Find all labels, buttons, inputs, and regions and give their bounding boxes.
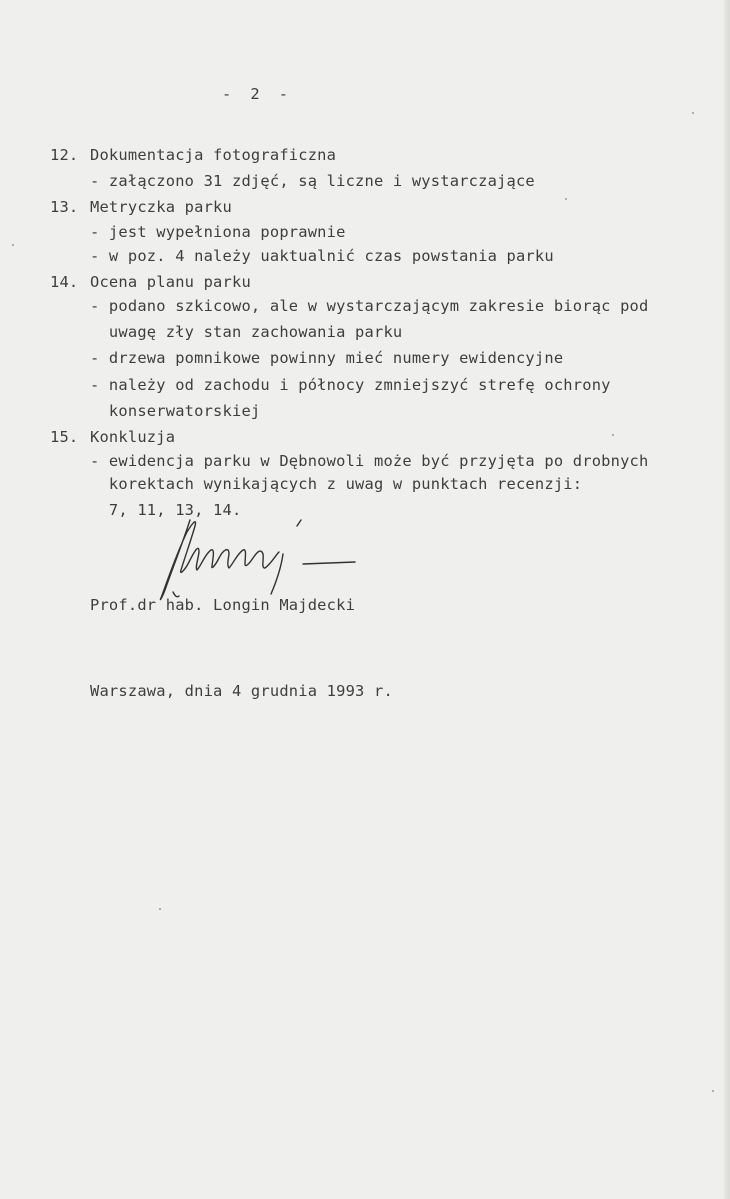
paper-speck [692, 112, 694, 114]
section-number: 13. [50, 198, 79, 216]
section-number: 15. [50, 428, 79, 446]
section-item: - podano szkicowo, ale w wystarczającym zakresie biorąc pod [90, 297, 649, 315]
section-title: Dokumentacja fotograficzna [90, 146, 337, 164]
paper-speck [12, 244, 14, 246]
section-item: - należy od zachodu i północy zmniejszyć strefę ochrony [90, 376, 611, 394]
paper-speck [159, 908, 161, 910]
signatory-name: Prof.dr hab. Longin Majdecki [90, 596, 356, 614]
paper-speck [565, 198, 567, 200]
section-item: uwagę zły stan zachowania parku [90, 323, 403, 341]
section-item: - załączono 31 zdjęć, są liczne i wystarczające [90, 172, 535, 190]
section-item: - drzewa pomnikowe powinny mieć numery ewidencyjne [90, 349, 564, 367]
section-item: 7, 11, 13, 14. [90, 501, 242, 519]
paper-speck [712, 1090, 714, 1092]
section-title: Ocena planu parku [90, 273, 251, 291]
section-title: Konkluzja [90, 428, 176, 446]
section-number: 14. [50, 273, 79, 291]
section-item: - w poz. 4 należy uaktualnić czas powstania parku [90, 247, 554, 265]
section-item: korektach wynikających z uwag w punktach recenzji: [90, 475, 583, 493]
paper-edge [724, 0, 730, 1199]
section-item: - ewidencja parku w Dębnowoli może być przyjęta po drobnych [90, 452, 649, 470]
page-number: - 2 - [222, 85, 289, 103]
section-item: - jest wypełniona poprawnie [90, 223, 346, 241]
section-number: 12. [50, 146, 79, 164]
section-title: Metryczka parku [90, 198, 232, 216]
place-and-date: Warszawa, dnia 4 grudnia 1993 r. [90, 682, 393, 700]
paper-speck [612, 434, 614, 436]
section-item: konserwatorskiej [90, 402, 261, 420]
